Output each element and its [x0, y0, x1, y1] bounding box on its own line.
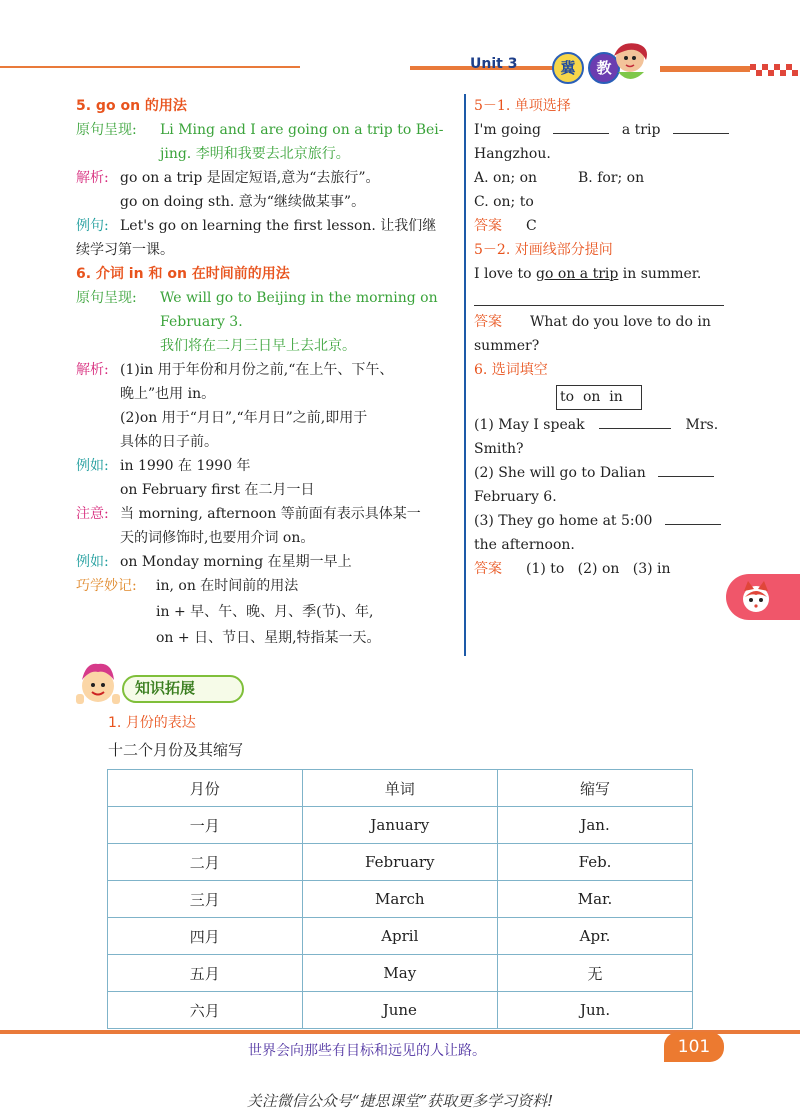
q51-option-a: A. on; on: [474, 170, 538, 186]
table-cell: May: [302, 955, 498, 992]
unit-label: Unit 3: [470, 56, 518, 72]
q52-stem-a: I love to: [474, 266, 532, 282]
table-header-row: [108, 770, 693, 807]
s6-note-line1: 当 morning, afternoon 等前面有表示具体某一: [120, 506, 421, 522]
word-box: [556, 385, 642, 410]
s5-analysis-line1: go on a trip 是固定短语,意为“去旅行”。: [120, 170, 380, 186]
months-table: [107, 769, 693, 1029]
months-caption: 十二个月份及其缩写: [108, 741, 244, 759]
s6-mnemonic-line3: on + 日、节日、星期,特指某一天。: [156, 630, 381, 646]
s5-original-line1: Li Ming and I are going on a trip to Bei-: [160, 122, 444, 138]
table-row: [108, 881, 693, 918]
label-original: 原句呈现:: [76, 290, 137, 306]
table-row: [108, 918, 693, 955]
table-cell: March: [302, 881, 498, 918]
table-cell: Jun.: [498, 992, 693, 1029]
q6-2a: (2) She will go to Dalian: [474, 465, 646, 481]
fox-mascot-icon: [736, 577, 776, 617]
q51-title: 5－1. 单项选择: [474, 98, 571, 114]
label-example: 例如:: [76, 458, 109, 474]
q6-2b: February 6.: [474, 489, 557, 505]
table-cell: 二月: [108, 844, 303, 881]
table-cell: Mar.: [498, 881, 693, 918]
table-row: [108, 992, 693, 1029]
blank[interactable]: [673, 119, 729, 134]
table-cell: 六月: [108, 992, 303, 1029]
footer-motto: 世界会向那些有目标和远见的人让路。: [248, 1043, 486, 1059]
s5-original-line2: jing. 李明和我要去北京旅行。: [160, 146, 350, 162]
label-example: 例如:: [76, 554, 109, 570]
table-cell: 三月: [108, 881, 303, 918]
q6-title: 6. 选词填空: [474, 362, 548, 378]
s5-example-line2: 续学习第一课。: [76, 242, 174, 258]
s6-mnemonic-line1: in, on 在时间前的用法: [156, 578, 299, 594]
months-subtitle: 1. 月份的表达: [108, 715, 196, 731]
table-cell: April: [302, 918, 498, 955]
bottom-note: 关注微信公众号“捷思课堂”获取更多学习资料!: [246, 1092, 554, 1110]
label-original: 原句呈现:: [76, 122, 137, 138]
q52-underlined: go on a trip: [536, 266, 619, 282]
word-box-text: to on in: [560, 389, 623, 405]
q52-stem: [474, 262, 701, 286]
header-rule: [0, 66, 300, 68]
s6-mnemonic-line2: in + 早、午、晚、月、季(节)、年,: [156, 604, 374, 620]
header-cell: 缩写: [498, 770, 693, 807]
table-cell: 无: [498, 955, 693, 992]
extension-title: 知识拓展: [135, 679, 196, 697]
table-cell: Apr.: [498, 918, 693, 955]
label-example: 例句:: [76, 218, 109, 234]
table-cell: 五月: [108, 955, 303, 992]
blank[interactable]: [665, 510, 721, 525]
blank[interactable]: [658, 462, 714, 477]
table-cell: January: [302, 807, 498, 844]
s6-example-line1: in 1990 在 1990 年: [120, 458, 251, 474]
s6-example2: on Monday morning 在星期一早上: [120, 554, 352, 570]
header-cell: 单词: [302, 770, 498, 807]
table-cell: 一月: [108, 807, 303, 844]
badge-jiao: 教: [588, 52, 620, 84]
q51-stem-c: Hangzhou.: [474, 146, 551, 162]
label-analysis: 解析:: [76, 170, 109, 186]
q51-stem-a: I'm going: [474, 122, 541, 138]
column-divider: [464, 94, 466, 656]
q6-1b: Mrs.: [685, 417, 719, 433]
s6-example-line2: on February first 在二月一日: [120, 482, 315, 498]
cartoon-face-icon: [72, 656, 124, 708]
table-row: [108, 807, 693, 844]
s6-analysis-line3: (2)on 用于“月日”,“年月日”之前,即用于: [120, 410, 368, 426]
q52-title: 5－2. 对画线部分提问: [474, 242, 613, 258]
q6-3a: (3) They go home at 5:00: [474, 513, 653, 529]
q51-stem-b: a trip: [621, 122, 661, 138]
blank[interactable]: [553, 119, 609, 134]
q52-answer-line1: What do you love to do in: [530, 314, 711, 330]
s5-example-line1: Let's go on learning the first lesson. 让我们继: [120, 218, 437, 234]
s6-original-line2: February 3.: [160, 314, 243, 330]
q6-item1: [474, 413, 718, 437]
table-cell: February: [302, 844, 498, 881]
label-note: 注意:: [76, 506, 109, 522]
q6-1c: Smith?: [474, 441, 524, 457]
q51-option-b: B. for; on: [578, 170, 645, 186]
table-cell: June: [302, 992, 498, 1029]
q6-item2: [474, 461, 714, 485]
s6-analysis-line1: (1)in 用于年份和月份之前,“在上午、下午、: [120, 362, 394, 378]
table-cell: 四月: [108, 918, 303, 955]
q6-answer: (1) to (2) on (3) in: [526, 561, 671, 577]
q6-1a: (1) May I speak: [474, 417, 585, 433]
q52-stem-b: in summer.: [622, 266, 702, 282]
table-cell: Feb.: [498, 844, 693, 881]
answer-label: 答案: [474, 218, 502, 234]
answer-label: 答案: [474, 561, 502, 577]
answer-label: 答案: [474, 314, 502, 330]
s6-analysis-line2: 晚上”也用 in。: [120, 386, 216, 402]
s6-original-line1: We will go to Beijing in the morning on: [160, 290, 438, 306]
table-cell: Jan.: [498, 807, 693, 844]
section-6-title: 6. 介词 in 和 on 在时间前的用法: [76, 266, 290, 282]
page-number: 101: [664, 1032, 724, 1062]
label-mnemonic: 巧学妙记:: [76, 578, 137, 594]
label-analysis: 解析:: [76, 362, 109, 378]
s6-note-line2: 天的词修饰时,也要用介词 on。: [120, 530, 315, 546]
q52-answer-line2: summer?: [474, 338, 540, 354]
girl-mascot-icon: [600, 38, 656, 86]
q51-answer: C: [526, 218, 537, 234]
badge-ji: 冀: [552, 52, 584, 84]
q51-stem: [474, 118, 729, 142]
table-row: [108, 955, 693, 992]
section-5-title: 5. go on 的用法: [76, 98, 187, 114]
header-cell: 月份: [108, 770, 303, 807]
q6-item3: [474, 509, 721, 533]
answer-line[interactable]: [474, 305, 724, 306]
s5-analysis-line2: go on doing sth. 意为“继续做某事”。: [120, 194, 366, 210]
side-tab: [726, 574, 800, 620]
blank[interactable]: [599, 414, 671, 429]
s6-analysis-line4: 具体的日子前。: [120, 434, 218, 450]
table-row: [108, 844, 693, 881]
s6-original-line3: 我们将在二月三日早上去北京。: [160, 338, 356, 354]
q6-3b: the afternoon.: [474, 537, 575, 553]
q51-option-c: C. on; to: [474, 194, 534, 210]
